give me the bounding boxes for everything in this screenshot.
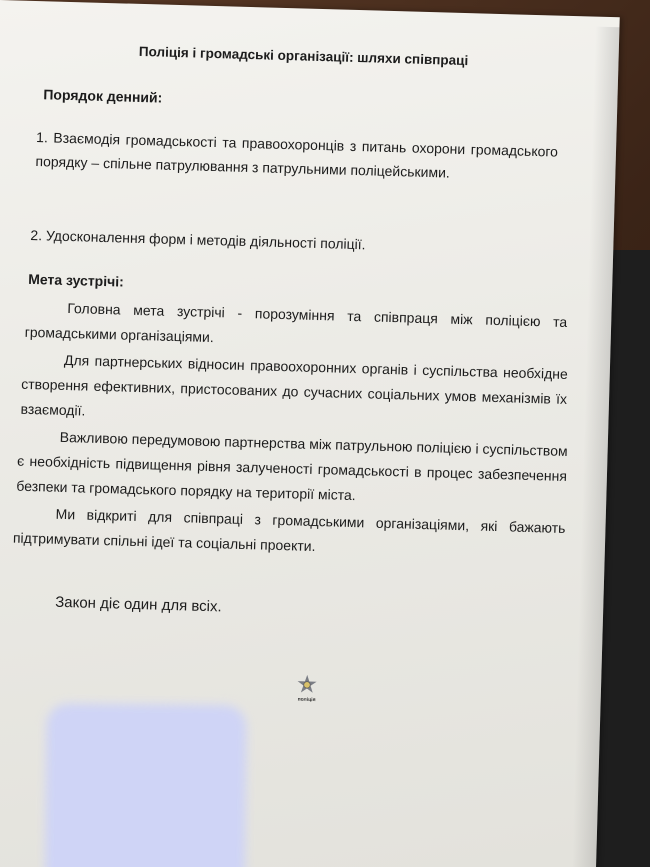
goal-paragraph-3: Важливою передумовою партнерства між патрульною поліцією і суспільством є необхідність підвищення рівня залученості громадськості в процес забезпечення безпеки та громадського порядку на території міста. — [16, 428, 568, 504]
redacted-blur-block — [45, 703, 247, 867]
closing-line: Закон діє один для всіх. — [54, 593, 222, 616]
document-title: Поліція і громадські організації: шляхи співпраці — [138, 43, 469, 69]
police-logo-label: поліція — [297, 696, 316, 704]
agenda-item-2: 2. Удосконалення форм і методів діяльності поліції. — [30, 226, 366, 253]
police-logo — [287, 673, 328, 703]
agenda-heading: Порядок денний: — [43, 86, 163, 106]
goal-paragraph-4: Ми відкриті для співпраці з громадськими організаціями, які бажають підтримувати спільні ідеї та соціальні проекти. — [12, 505, 566, 555]
agenda-item-1: 1. Взаємодія громадськості та правоохоронців з питань охорони громадського порядку – спільне патрулювання з патрульними поліцейськими. — [35, 129, 559, 181]
goal-heading: Мета зустрічі: — [28, 270, 125, 290]
goal-paragraph-2: Для партнерських відносин правоохоронних органів і суспільства необхідне створення ефективних, пристосованих до сучасних соціальних умов механізмів їх взаємодії. — [20, 351, 569, 419]
police-star-icon — [296, 674, 319, 697]
goal-paragraph-1: Головна мета зустрічі - порозуміння та співпраця між поліцією та громадськими організаціями. — [24, 300, 568, 346]
